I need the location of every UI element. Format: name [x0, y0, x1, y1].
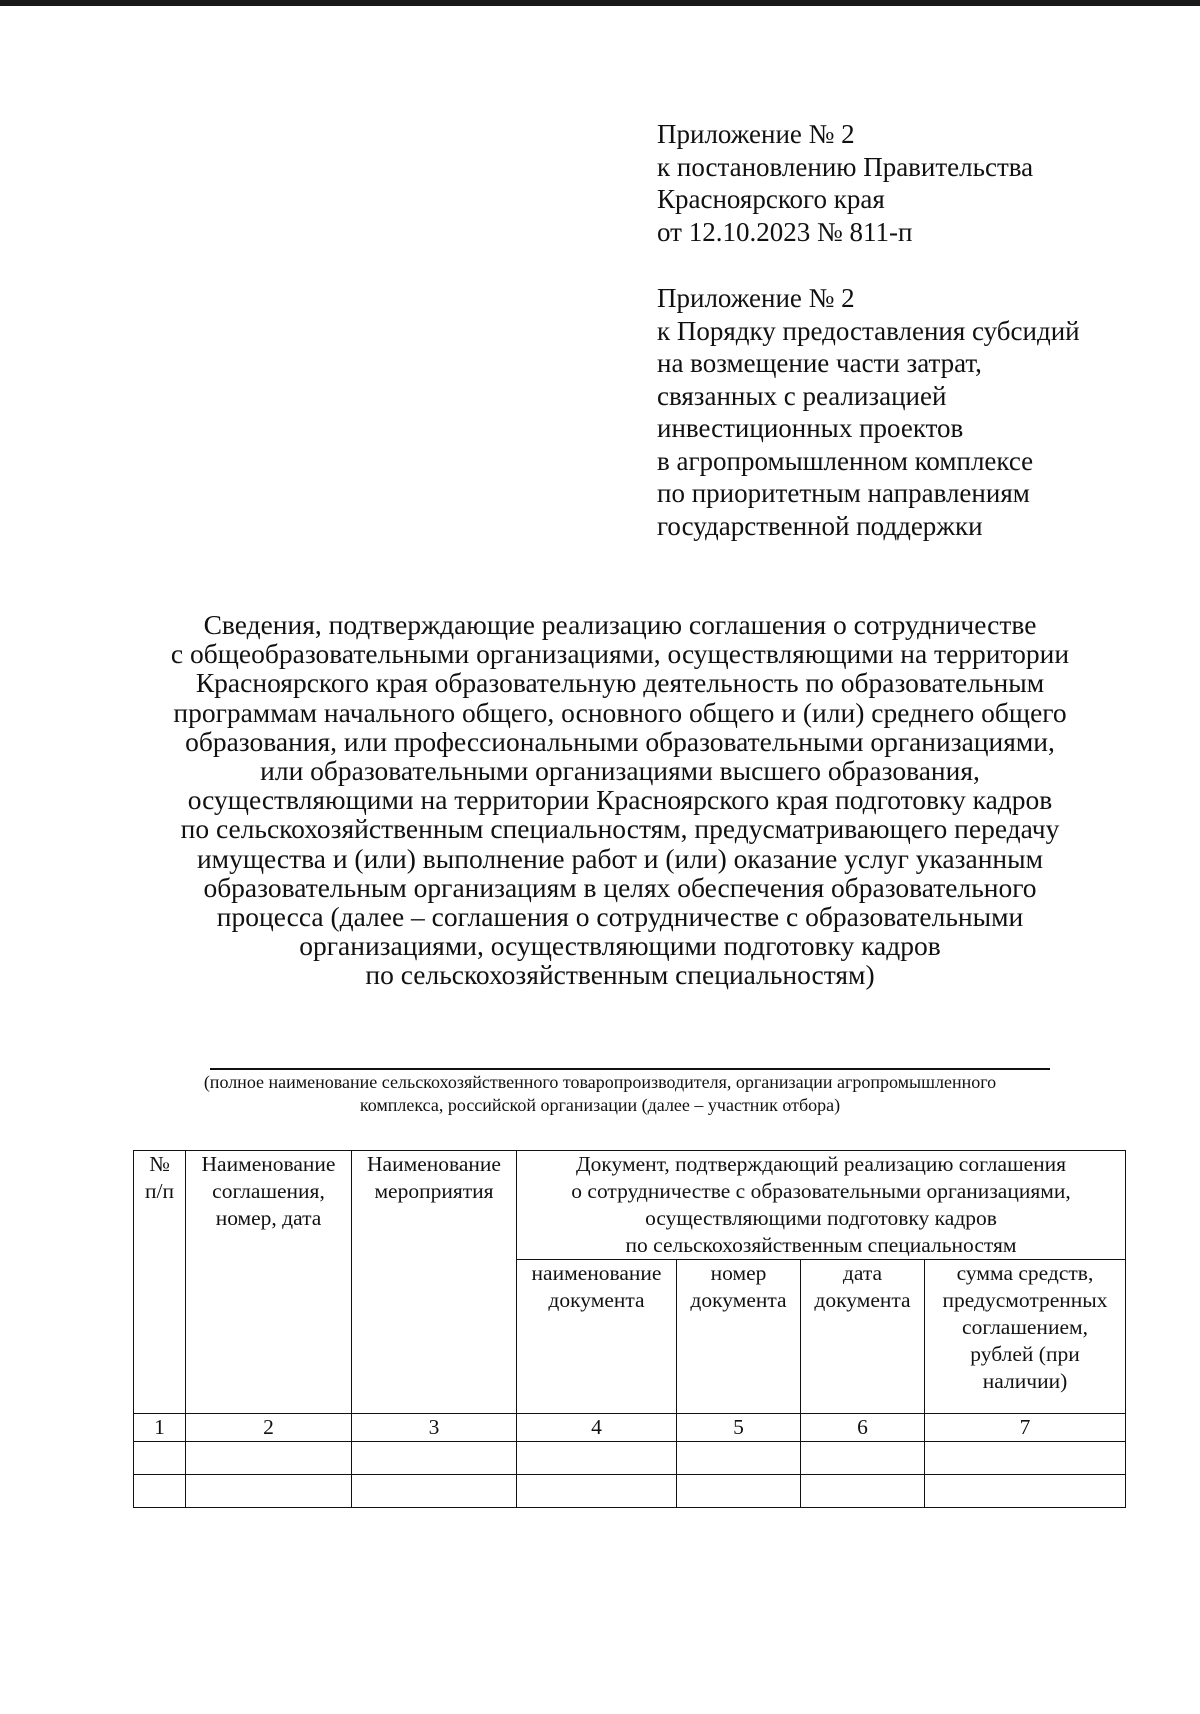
table-cell: [925, 1475, 1126, 1508]
header-line: Наименование: [201, 1152, 336, 1176]
column-number: 1: [134, 1414, 186, 1442]
header-line: документа: [548, 1288, 645, 1312]
title-line: имущества и (или) выполнение работ и (или) оказание услуг указанным: [196, 842, 1044, 874]
table-cell: [801, 1442, 925, 1475]
table-cell: [925, 1442, 1126, 1475]
header-line: предусмотренных: [942, 1288, 1108, 1312]
header-line: №: [149, 1152, 170, 1176]
appendix-line: Приложение № 2: [657, 119, 855, 149]
header-line: Документ, подтверждающий реализацию соглашения: [575, 1152, 1067, 1176]
table-cell: [801, 1475, 925, 1508]
column-number: 5: [677, 1414, 801, 1442]
header-line: о сотрудничестве с образовательными организациями,: [571, 1179, 1071, 1203]
appendix-line: государственной поддержки: [657, 510, 983, 541]
title-line: организациями, осуществляющими подготовку кадров: [299, 930, 941, 962]
header-line: дата: [842, 1261, 883, 1285]
header-line: рублей (при: [970, 1342, 1080, 1366]
table-cell: [134, 1442, 186, 1475]
appendix-line: Красноярского края: [657, 184, 885, 214]
appendix-to-resolution: [657, 118, 1033, 248]
header-event: [352, 1151, 517, 1414]
table-cell: [186, 1442, 352, 1475]
header-doc-number: [677, 1260, 801, 1414]
appendix-line: к Порядку предоставления субсидий: [657, 315, 1080, 346]
column-number: 3: [352, 1414, 517, 1442]
appendix-to-procedure: [657, 282, 1080, 542]
appendix-line: от 12.10.2023 № 811-п: [657, 216, 913, 247]
header-line: номер: [710, 1261, 767, 1285]
scan-top-edge: [0, 0, 1200, 6]
header-line: по сельскохозяйственным специальностям: [625, 1233, 1017, 1257]
table-cell: [134, 1475, 186, 1508]
header-line: документа: [690, 1288, 787, 1312]
title-line: Красноярского края образовательную деятельность по образовательным: [195, 667, 1045, 699]
header-doc-name: [517, 1260, 677, 1414]
column-number-row: [134, 1414, 1126, 1442]
header-amount: [925, 1260, 1126, 1414]
header-document-group: [517, 1151, 1126, 1260]
caption-line: комплекса, российской организации (далее – участник отбора): [359, 1095, 841, 1115]
header-doc-date: [801, 1260, 925, 1414]
appendix-line: по приоритетным направлениям: [657, 478, 1030, 508]
appendix-line: Приложение № 2: [657, 283, 855, 313]
appendix-line: инвестиционных проектов: [657, 413, 964, 443]
header-line: соглашением,: [962, 1315, 1088, 1339]
header-line: документа: [814, 1288, 911, 1312]
title-line: по сельскохозяйственным специальностям): [365, 959, 875, 991]
column-number: 7: [925, 1414, 1126, 1442]
title-line: или образовательными организациями высшего образования,: [260, 755, 980, 787]
header-line: номер, дата: [215, 1206, 322, 1230]
table-cell: [352, 1475, 517, 1508]
table-row: [134, 1442, 1126, 1475]
table-cell: [352, 1442, 517, 1475]
header-line: сумма средств,: [956, 1261, 1094, 1285]
title-line: осуществляющими на территории Красноярского края подготовку кадров: [187, 784, 1053, 816]
document-title: [140, 610, 1100, 990]
caption-line: (полное наименование сельскохозяйственного товаропроизводителя, организации агропромышленного: [203, 1072, 997, 1092]
header-line: Наименование: [367, 1152, 501, 1176]
table-row: [134, 1475, 1126, 1508]
title-line: процесса (далее – соглашения о сотрудничестве с образовательными: [216, 901, 1024, 933]
title-line: программам начального общего, основного общего и (или) среднего общего: [173, 696, 1067, 728]
header-line: наличии): [982, 1369, 1068, 1393]
title-line: с общеобразовательными организациями, осуществляющими на территории: [170, 638, 1070, 670]
appendix-line: на возмещение части затрат,: [657, 348, 982, 378]
participant-caption: [150, 1071, 1050, 1117]
table-cell: [677, 1475, 801, 1508]
header-line: соглашения,: [212, 1179, 325, 1203]
table-cell: [186, 1475, 352, 1508]
title-line: Сведения, подтверждающие реализацию соглашения о сотрудничестве: [203, 609, 1037, 640]
title-line: образования, или профессиональными образовательными организациями,: [185, 725, 1055, 757]
appendix-line: к постановлению Правительства: [657, 151, 1034, 182]
header-agreement: [186, 1151, 352, 1414]
table-cell: [677, 1442, 801, 1475]
header-line: осуществляющими подготовку кадров: [645, 1206, 997, 1230]
table-cell: [517, 1442, 677, 1475]
header-line: п/п: [145, 1179, 174, 1203]
column-number: 2: [186, 1414, 352, 1442]
appendix-line: в агропромышленном комплексе: [657, 445, 1034, 476]
appendix-line: связанных с реализацией: [657, 380, 947, 411]
header-line: мероприятия: [374, 1179, 494, 1203]
header-line: наименование: [531, 1261, 662, 1285]
column-number: 4: [517, 1414, 677, 1442]
agreement-table: [133, 1150, 1126, 1508]
title-line: образовательным организациям в целях обеспечения образовательного: [203, 871, 1037, 903]
table-cell: [517, 1475, 677, 1508]
participant-name-line: [210, 1068, 1050, 1070]
title-line: по сельскохозяйственным специальностям, предусматривающего передачу: [180, 813, 1060, 845]
column-number: 6: [801, 1414, 925, 1442]
header-num: [134, 1151, 186, 1414]
